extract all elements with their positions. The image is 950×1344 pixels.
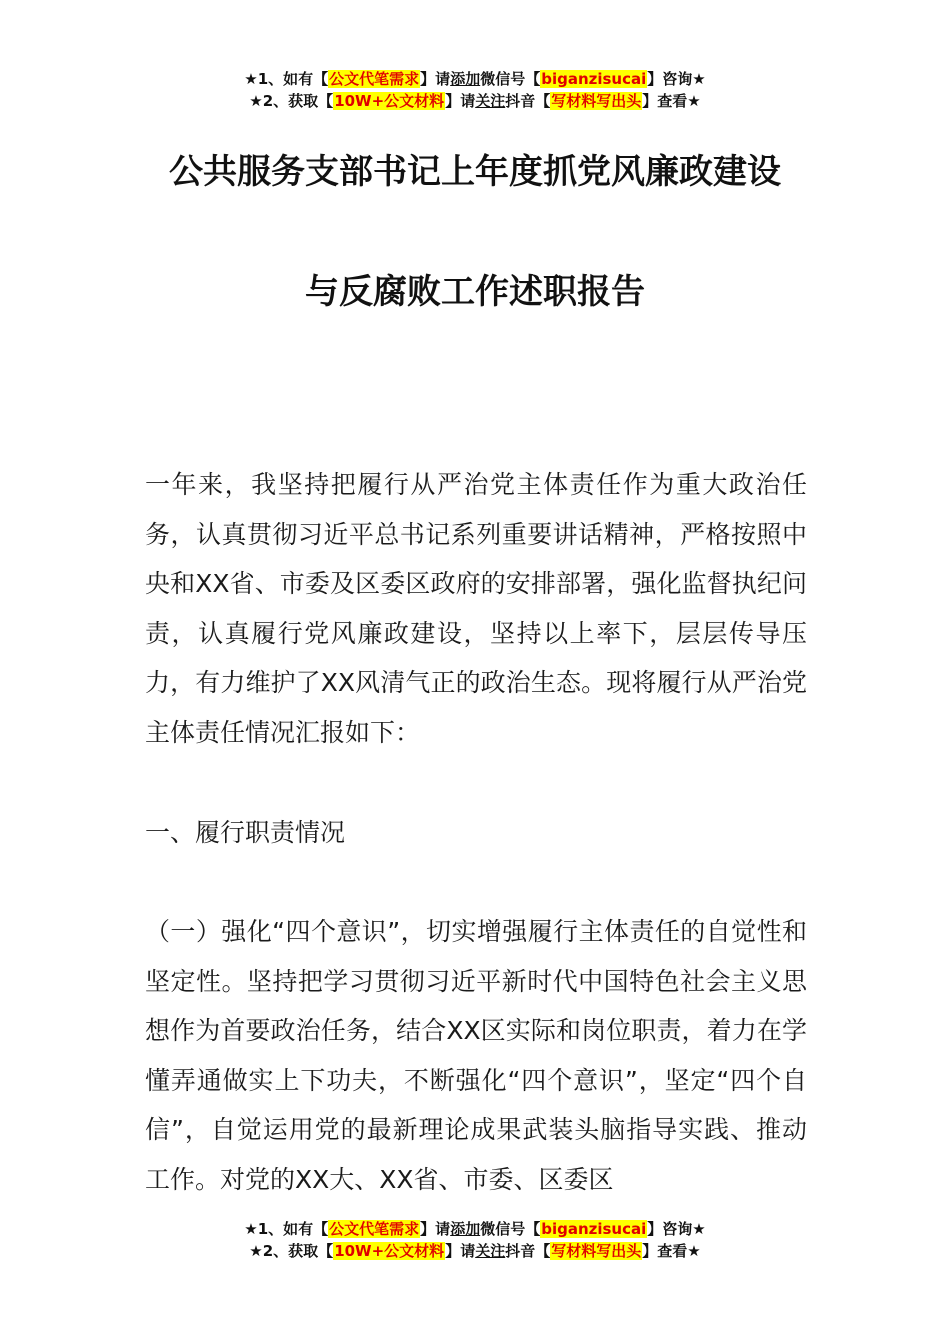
banner-line-1: ★1、如有【公文代笔需求】请添加微信号【biganzisucai】咨询★ [244,70,706,88]
banner-highlight: 公文代笔需求 [329,1220,420,1238]
banner-wechat-id: biganzisucai [541,70,647,88]
banner-line-1: ★1、如有【公文代笔需求】请添加微信号【biganzisucai】咨询★ [244,1220,706,1238]
banner-wechat-id: biganzisucai [541,1220,647,1238]
intro-paragraph: 一年来，我坚持把履行从严治党主体责任作为重大政治任务，认真贯彻习近平总书记系列重要讲话精神，严格按照中央和XX省、市委及区委区政府的安排部署，强化监督执纪问责，认真履行党风廉政建设，坚持以上率下，层层传导压力，有力维护了XX风清气正的政治生态。现将履行从严治党主体责任情况汇报如下： [145,470,807,747]
banner-line-2: ★2、获取【10W+公文材料】请关注抖音【写材料写出头】查看★ [249,92,701,110]
banner-douyin-id: 写材料写出头 [551,92,642,110]
banner-underlined-text: 关注 [475,92,506,110]
banner-underlined-text: 添加 [450,70,481,88]
banner-highlight: 10W+公文材料 [334,1242,445,1260]
banner-douyin-id: 写材料写出头 [551,1242,642,1260]
section-heading: 一、履行职责情况 [145,818,346,847]
banner-underlined-text: 添加 [450,1220,481,1238]
document-title-line-1: 公共服务支部书记上年度抓党风廉政建设 [169,152,781,192]
banner-underlined-text: 关注 [475,1242,506,1260]
footer-banner [0,1218,950,1262]
banner-line-2: ★2、获取【10W+公文材料】请关注抖音【写材料写出头】查看★ [249,1242,701,1260]
banner-highlight: 公文代笔需求 [329,70,420,88]
body-paragraph: （一）强化“四个意识”，切实增强履行主体责任的自觉性和坚定性。坚持把学习贯彻习近平新时代中国特色社会主义思想作为首要政治任务，结合XX区实际和岗位职责，着力在学懂弄通做实上下功夫，不断强化“四个意识”，坚定“四个自信”，自觉运用党的最新理论成果武装头脑指导实践、推动工作。对党的XX大、XX省、市委、区委区 [145,917,807,1194]
document-title-line-2: 与反腐败工作述职报告 [305,272,645,312]
banner-highlight: 10W+公文材料 [334,92,445,110]
header-banner [0,68,950,112]
